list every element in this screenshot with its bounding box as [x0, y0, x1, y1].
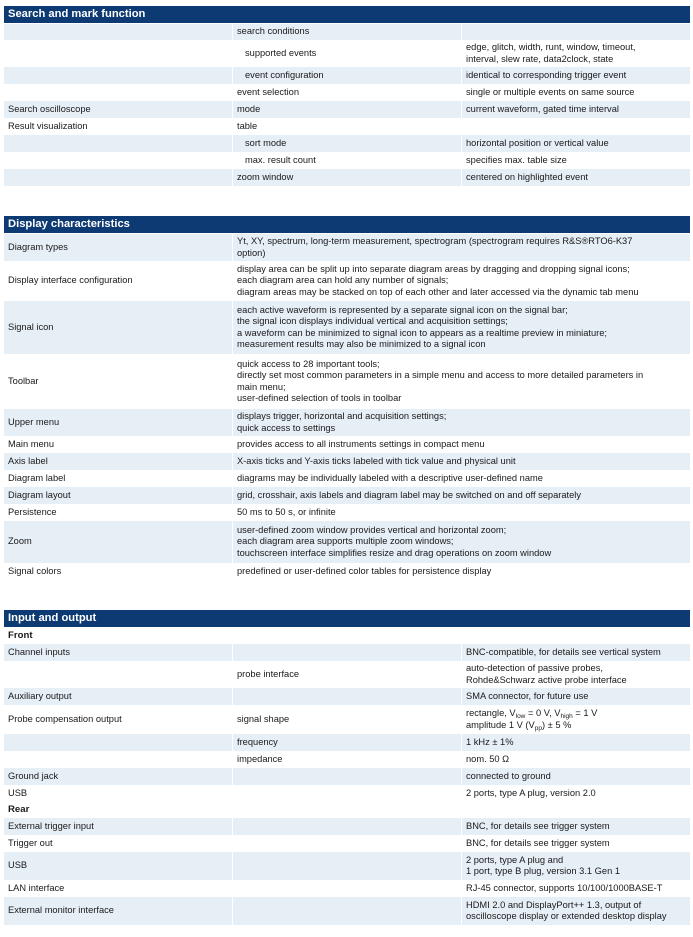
param-value: displays trigger, horizontal and acquisition settings; quick access to settings [232, 409, 690, 436]
param-value: rectangle, $V_{low} = 0$ V, $V_{high} = 1$ V amplitude 1 V $(V_{pp}) \pm 5$ % [461, 705, 690, 734]
param-label: impedance [232, 751, 461, 768]
row-label: Signal colors [8, 565, 62, 576]
table-row [4, 705, 690, 734]
subsection-row-front [4, 628, 690, 644]
row-label: Channel inputs [8, 646, 71, 657]
table-row [4, 751, 690, 768]
row-label: Display interface configuration [8, 275, 133, 286]
param-value: identical to corresponding trigger event [461, 67, 690, 84]
table-row [4, 521, 690, 563]
param-value: specifies max. table size [461, 152, 690, 169]
section-header-display: Display characteristics [4, 216, 690, 233]
table-row [4, 818, 690, 835]
row-label: Diagram label [8, 472, 66, 483]
param-value: diagrams may be individually labeled with a descriptive user-defined name [232, 470, 690, 487]
table-row [4, 880, 690, 897]
param-value: current waveform, gated time interval [461, 101, 690, 118]
param-value: single or multiple events on same source [461, 84, 690, 101]
param-value: grid, crosshair, axis labels and diagram label may be switched on and off separately [232, 487, 690, 504]
row-label: Probe compensation output [8, 713, 122, 724]
param-value: predefined or user-defined color tables for persistence display [232, 563, 690, 580]
param-value: each active waveform is represented by a separate signal icon on the signal bar; the signal icon displays individual vertical and acquisition settings; a waveform can be minimized to signal icon to appears as a realtime preview in miniature; measurement results may also be minimized to a signal icon [232, 301, 690, 354]
table-row [4, 118, 690, 135]
table-row [4, 152, 690, 169]
row-label: USB [8, 787, 28, 798]
section-header-io: Input and output [4, 610, 690, 627]
param-value: BNC, for details see trigger system [461, 818, 690, 835]
param-value: provides access to all instruments settings in compact menu [232, 436, 690, 453]
row-label: Signal icon [8, 321, 54, 332]
table-row [4, 688, 690, 705]
param-label: mode [232, 101, 461, 118]
table-row [4, 852, 690, 880]
row-label: Auxiliary output [8, 690, 72, 701]
row-label: Diagram layout [8, 489, 71, 500]
row-label: Ground jack [8, 770, 59, 781]
row-label: USB [8, 860, 28, 871]
table-row [4, 644, 690, 661]
table-row [4, 785, 690, 802]
table-row [4, 301, 690, 354]
row-label: Diagram types [8, 241, 68, 252]
param-value: 2 ports, type A plug and 1 port, type B plug, version 3.1 Gen 1 [461, 852, 690, 880]
param-value: edge, glitch, width, runt, window, timeout, interval, slew rate, data2clock, state [461, 40, 690, 67]
param-value: BNC, for details see trigger system [461, 835, 690, 852]
table-row [4, 734, 690, 751]
param-value: quick access to 28 important tools; directly set most common parameters in a simple menu and access to more detailed parameters in main menu; user-defined selection of tools in toolbar [232, 354, 690, 409]
param-value: Yt, XY, spectrum, long-term measurement, spectrogram (spectrogram requires R&S®RTO6-K37 option) [232, 234, 690, 261]
param-label: frequency [232, 734, 461, 751]
row-label: Upper menu [8, 416, 60, 427]
table-row [4, 661, 690, 688]
param-value: HDMI 2.0 and DisplayPort++ 1.3, output of oscilloscope display or extended desktop display [461, 897, 690, 925]
table-row [4, 487, 690, 504]
param-value: nom. 50 Ω [461, 751, 690, 768]
param-value: user-defined zoom window provides vertical and horizontal zoom; each diagram area supports multiple zoom windows; touchscreen interface simplifies resize and drag operations on zoom window [232, 521, 690, 563]
param-value: X-axis ticks and Y-axis ticks labeled with tick value and physical unit [232, 453, 690, 470]
subsection-label-front: Front [8, 630, 33, 642]
table-row [4, 897, 690, 925]
row-label: Trigger out [8, 837, 53, 848]
table-row [4, 563, 690, 580]
param-value: RJ-45 connector, supports 10/100/1000BASE-T [461, 880, 690, 897]
param-value: SMA connector, for future use [461, 688, 690, 705]
section-header-search: Search and mark function [4, 6, 690, 23]
param-label: table [232, 118, 461, 135]
param-label: probe interface [232, 661, 461, 688]
table-row [4, 135, 690, 152]
param-label: event configuration [232, 67, 461, 84]
table-row [4, 835, 690, 852]
param-label: zoom window [232, 169, 461, 186]
row-label: External trigger input [8, 820, 94, 831]
row-label: LAN interface [8, 882, 65, 893]
table-row [4, 67, 690, 84]
row-label: Axis label [8, 455, 48, 466]
row-label: Main menu [8, 438, 54, 449]
row-label: Toolbar [8, 375, 39, 386]
param-value: auto-detection of passive probes, Rohde&Schwarz active probe interface [461, 661, 690, 688]
table-row [4, 768, 690, 785]
subsection-label-rear: Rear [8, 804, 30, 816]
param-label: sort mode [232, 135, 461, 152]
table-row [4, 261, 690, 301]
subsection-row-rear [4, 802, 690, 818]
table-row [4, 436, 690, 453]
param-value: 1 kHz ± 1% [461, 734, 690, 751]
param-value: BNC-compatible, for details see vertical system [461, 644, 690, 661]
table-row [4, 504, 690, 521]
table-row [4, 101, 690, 118]
param-value: centered on highlighted event [461, 169, 690, 186]
param-value: 2 ports, type A plug, version 2.0 [461, 785, 690, 802]
param-value: horizontal position or vertical value [461, 135, 690, 152]
table-row [4, 84, 690, 101]
row-label: Search oscilloscope [8, 103, 91, 114]
param-label: search conditions [232, 24, 461, 40]
row-label: Zoom [8, 536, 32, 547]
table-row [4, 453, 690, 470]
param-label: event selection [232, 84, 461, 101]
param-value: display area can be split up into separate diagram areas by dragging and dropping signal icons; each diagram area can hold any number of signals; diagram areas may be stacked on top of each other and later accessed via the dynamic tab menu [232, 261, 690, 301]
row-label: External monitor interface [8, 905, 114, 916]
row-label: Persistence [8, 506, 57, 517]
param-value: 50 ms to 50 s, or infinite [232, 504, 690, 521]
param-label: supported events [232, 40, 461, 67]
param-value: connected to ground [461, 768, 690, 785]
table-row [4, 470, 690, 487]
table-row [4, 40, 690, 67]
table-row [4, 354, 690, 409]
param-label: signal shape [232, 705, 461, 734]
table-row [4, 169, 690, 186]
row-label: Result visualization [8, 120, 88, 131]
table-row [4, 24, 690, 40]
table-row [4, 409, 690, 436]
param-label: max. result count [232, 152, 461, 169]
table-row [4, 234, 690, 261]
